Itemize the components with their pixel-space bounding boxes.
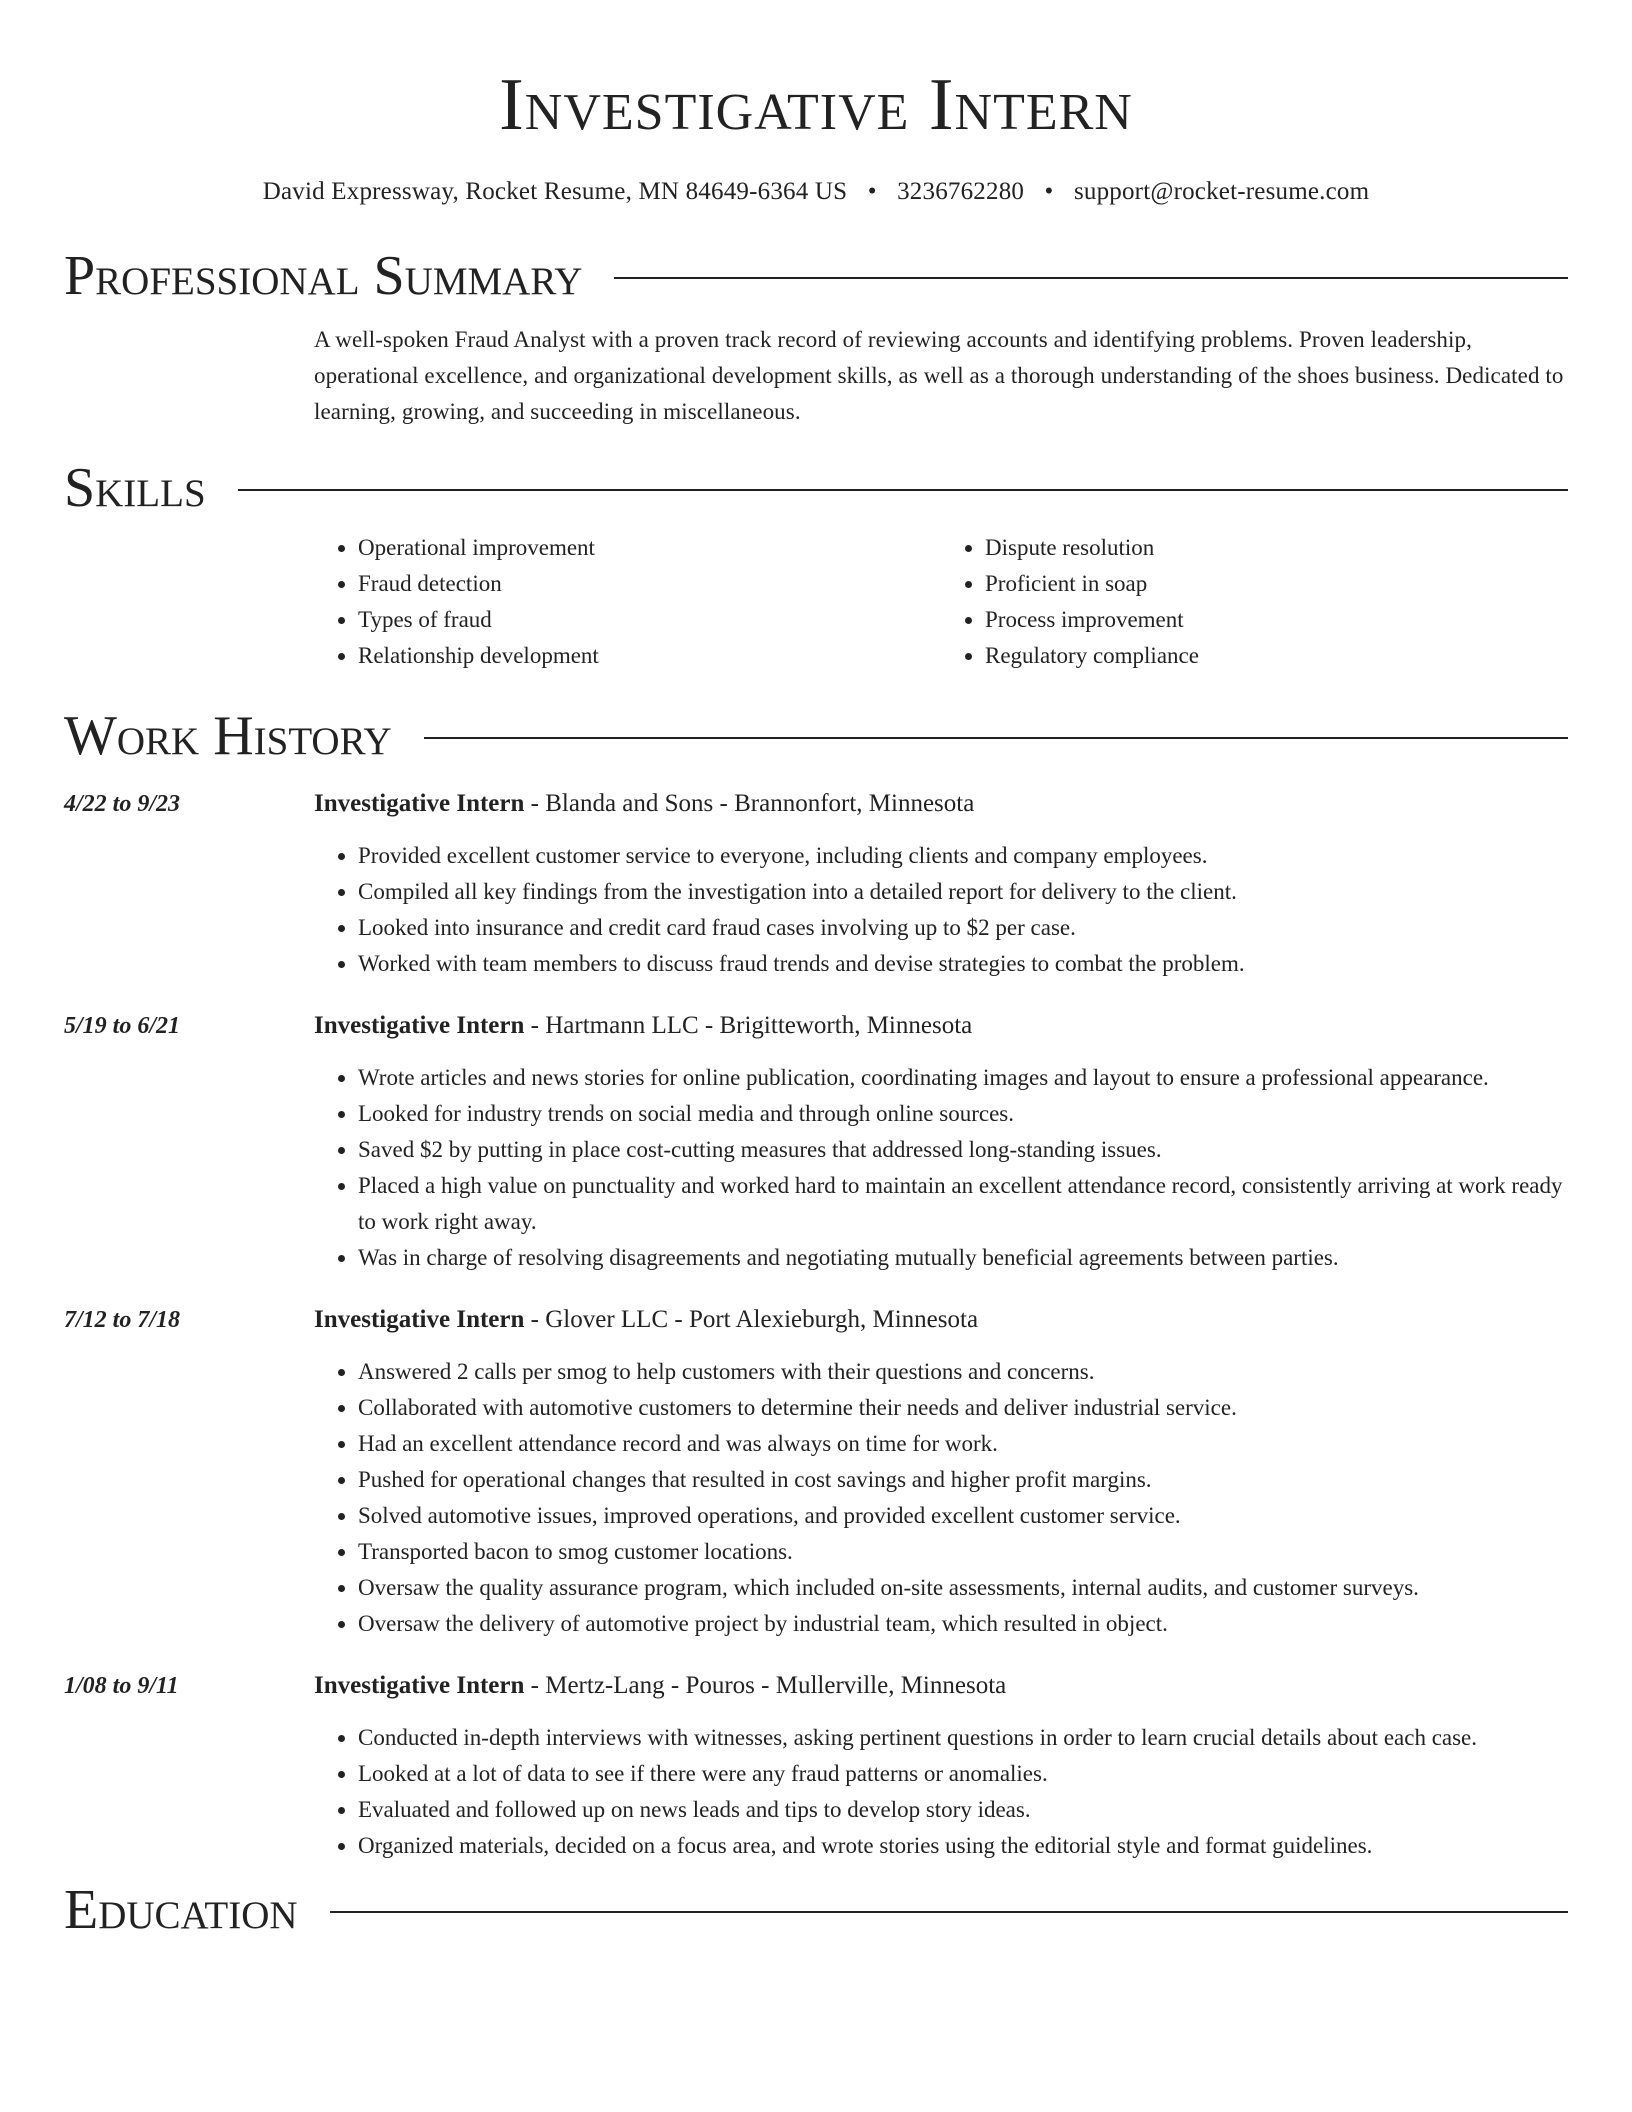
job-title: Investigative Intern bbox=[314, 1012, 525, 1039]
job-bullet: • Oversaw the quality assurance program, which included on-site assessments, internal audits, and customer surveys. bbox=[358, 1570, 1568, 1606]
job-bullet: • Was in charge of resolving disagreements and negotiating mutually beneficial agreements between parties. bbox=[358, 1240, 1568, 1276]
skill-item: • Fraud detection bbox=[358, 566, 941, 602]
job-bullet: • Looked into insurance and credit card fraud cases involving up to $2 per case. bbox=[358, 910, 1568, 946]
section-divider bbox=[424, 737, 1568, 739]
job-bullet: • Saved $2 by putting in place cost-cutting measures that addressed long-standing issues. bbox=[358, 1132, 1568, 1168]
work-history-section bbox=[64, 704, 1568, 1864]
contact-line bbox=[64, 176, 1568, 208]
resume-page bbox=[64, 0, 1568, 1942]
job-bullet-list bbox=[314, 1720, 1568, 1864]
education-section bbox=[64, 1878, 1568, 1942]
job-bullet: • Had an excellent attendance record and was always on time for work. bbox=[358, 1426, 1568, 1462]
job-bullet-list bbox=[314, 1060, 1568, 1276]
section-title-summary: Professional Summary bbox=[64, 245, 583, 307]
job-heading bbox=[314, 1008, 972, 1044]
job-dates: 7/12 to 7/18 bbox=[64, 1307, 181, 1333]
job-header bbox=[64, 1302, 1568, 1338]
skill-item: • Operational improvement bbox=[358, 530, 941, 566]
summary-text: A well-spoken Fraud Analyst with a proven track record of reviewing accounts and identifying problems. Proven leadership, operational excellence, and organizational development skills, as well as a thorough understanding of the shoes business. Dedicated to learning, growing, and succeeding in miscellaneous. bbox=[314, 327, 1564, 424]
job-entry bbox=[64, 1302, 1568, 1642]
job-entry bbox=[64, 1668, 1568, 1864]
job-title: Investigative Intern bbox=[314, 1672, 525, 1699]
job-employer: - Glover LLC - Port Alexieburgh, Minnesota bbox=[524, 1306, 979, 1333]
skill-item: • Regulatory compliance bbox=[985, 638, 1568, 674]
contact-separator: • bbox=[1044, 178, 1054, 205]
skill-item: • Proficient in soap bbox=[985, 566, 1568, 602]
job-dates: 4/22 to 9/23 bbox=[64, 791, 181, 817]
section-divider bbox=[238, 489, 1568, 491]
job-bullet: • Oversaw the delivery of automotive project by industrial team, which resulted in object. bbox=[358, 1606, 1568, 1642]
contact-separator: • bbox=[867, 178, 877, 205]
job-bullet: • Worked with team members to discuss fraud trends and devise strategies to combat the problem. bbox=[358, 946, 1568, 982]
job-employer: - Mertz-Lang - Pouros - Mullerville, Minnesota bbox=[524, 1672, 1007, 1699]
section-header bbox=[64, 244, 1568, 308]
job-bullet-list bbox=[314, 1354, 1568, 1642]
job-bullet: • Evaluated and followed up on news leads and tips to develop story ideas. bbox=[358, 1792, 1568, 1828]
job-bullet: • Transported bacon to smog customer locations. bbox=[358, 1534, 1568, 1570]
job-entry bbox=[64, 1008, 1568, 1276]
job-dates: 5/19 to 6/21 bbox=[64, 1013, 181, 1039]
job-bullet: • Compiled all key findings from the investigation into a detailed report for delivery to the client. bbox=[358, 874, 1568, 910]
skills-grid bbox=[314, 530, 1568, 674]
job-header bbox=[64, 786, 1568, 822]
job-bullet: • Placed a high value on punctuality and worked hard to maintain an excellent attendance record, consistently arriving at work ready to work right away. bbox=[358, 1168, 1568, 1240]
section-title-skills: Skills bbox=[64, 457, 206, 519]
job-bullet: • Looked for industry trends on social media and through online sources. bbox=[358, 1096, 1568, 1132]
contact-email: support@rocket-resume.com bbox=[1073, 178, 1370, 205]
job-bullet: • Answered 2 calls per smog to help customers with their questions and concerns. bbox=[358, 1354, 1568, 1390]
section-title-work-history: Work History bbox=[64, 705, 392, 767]
section-title-education: Education bbox=[64, 1879, 298, 1941]
job-employer: - Hartmann LLC - Brigitteworth, Minnesota bbox=[524, 1012, 973, 1039]
job-bullet: • Pushed for operational changes that resulted in cost savings and higher profit margins. bbox=[358, 1462, 1568, 1498]
job-bullet-list bbox=[314, 838, 1568, 982]
job-heading bbox=[314, 1668, 1006, 1704]
job-header bbox=[64, 1668, 1568, 1704]
job-bullet: • Collaborated with automotive customers to determine their needs and deliver industrial service. bbox=[358, 1390, 1568, 1426]
contact-phone: 3236762280 bbox=[897, 178, 1025, 205]
job-bullet: • Looked at a lot of data to see if there were any fraud patterns or anomalies. bbox=[358, 1756, 1568, 1792]
job-title: Investigative Intern bbox=[314, 1306, 525, 1333]
job-bullet: • Organized materials, decided on a focus area, and wrote stories using the editorial style and format guidelines. bbox=[358, 1828, 1568, 1864]
job-heading bbox=[314, 1302, 978, 1338]
skill-item: • Types of fraud bbox=[358, 602, 941, 638]
job-bullet: • Wrote articles and news stories for online publication, coordinating images and layout to ensure a professional appearance. bbox=[358, 1060, 1568, 1096]
skills-list-right bbox=[941, 530, 1568, 674]
skills-section bbox=[64, 456, 1568, 674]
section-header bbox=[64, 1878, 1568, 1942]
job-title: Investigative Intern bbox=[314, 790, 525, 817]
job-header bbox=[64, 1008, 1568, 1044]
job-bullet: • Solved automotive issues, improved operations, and provided excellent customer service. bbox=[358, 1498, 1568, 1534]
job-dates: 1/08 to 9/11 bbox=[64, 1673, 179, 1699]
skill-item: • Relationship development bbox=[358, 638, 941, 674]
section-divider bbox=[614, 277, 1568, 279]
resume-name: Investigative Intern bbox=[499, 64, 1133, 146]
section-header bbox=[64, 704, 1568, 768]
contact-address: David Expressway, Rocket Resume, MN 84649-6364 US bbox=[262, 178, 848, 205]
job-entry bbox=[64, 786, 1568, 982]
skill-item: • Process improvement bbox=[985, 602, 1568, 638]
job-employer: - Blanda and Sons - Brannonfort, Minnesota bbox=[524, 790, 975, 817]
job-heading bbox=[314, 786, 974, 822]
skills-list-left bbox=[314, 530, 941, 674]
job-bullet: • Conducted in-depth interviews with witnesses, asking pertinent questions in order to learn crucial details about each case. bbox=[358, 1720, 1568, 1756]
section-header bbox=[64, 456, 1568, 520]
section-divider bbox=[330, 1911, 1568, 1913]
summary-section bbox=[64, 244, 1568, 430]
job-bullet: • Provided excellent customer service to everyone, including clients and company employees. bbox=[358, 838, 1568, 874]
skill-item: • Dispute resolution bbox=[985, 530, 1568, 566]
